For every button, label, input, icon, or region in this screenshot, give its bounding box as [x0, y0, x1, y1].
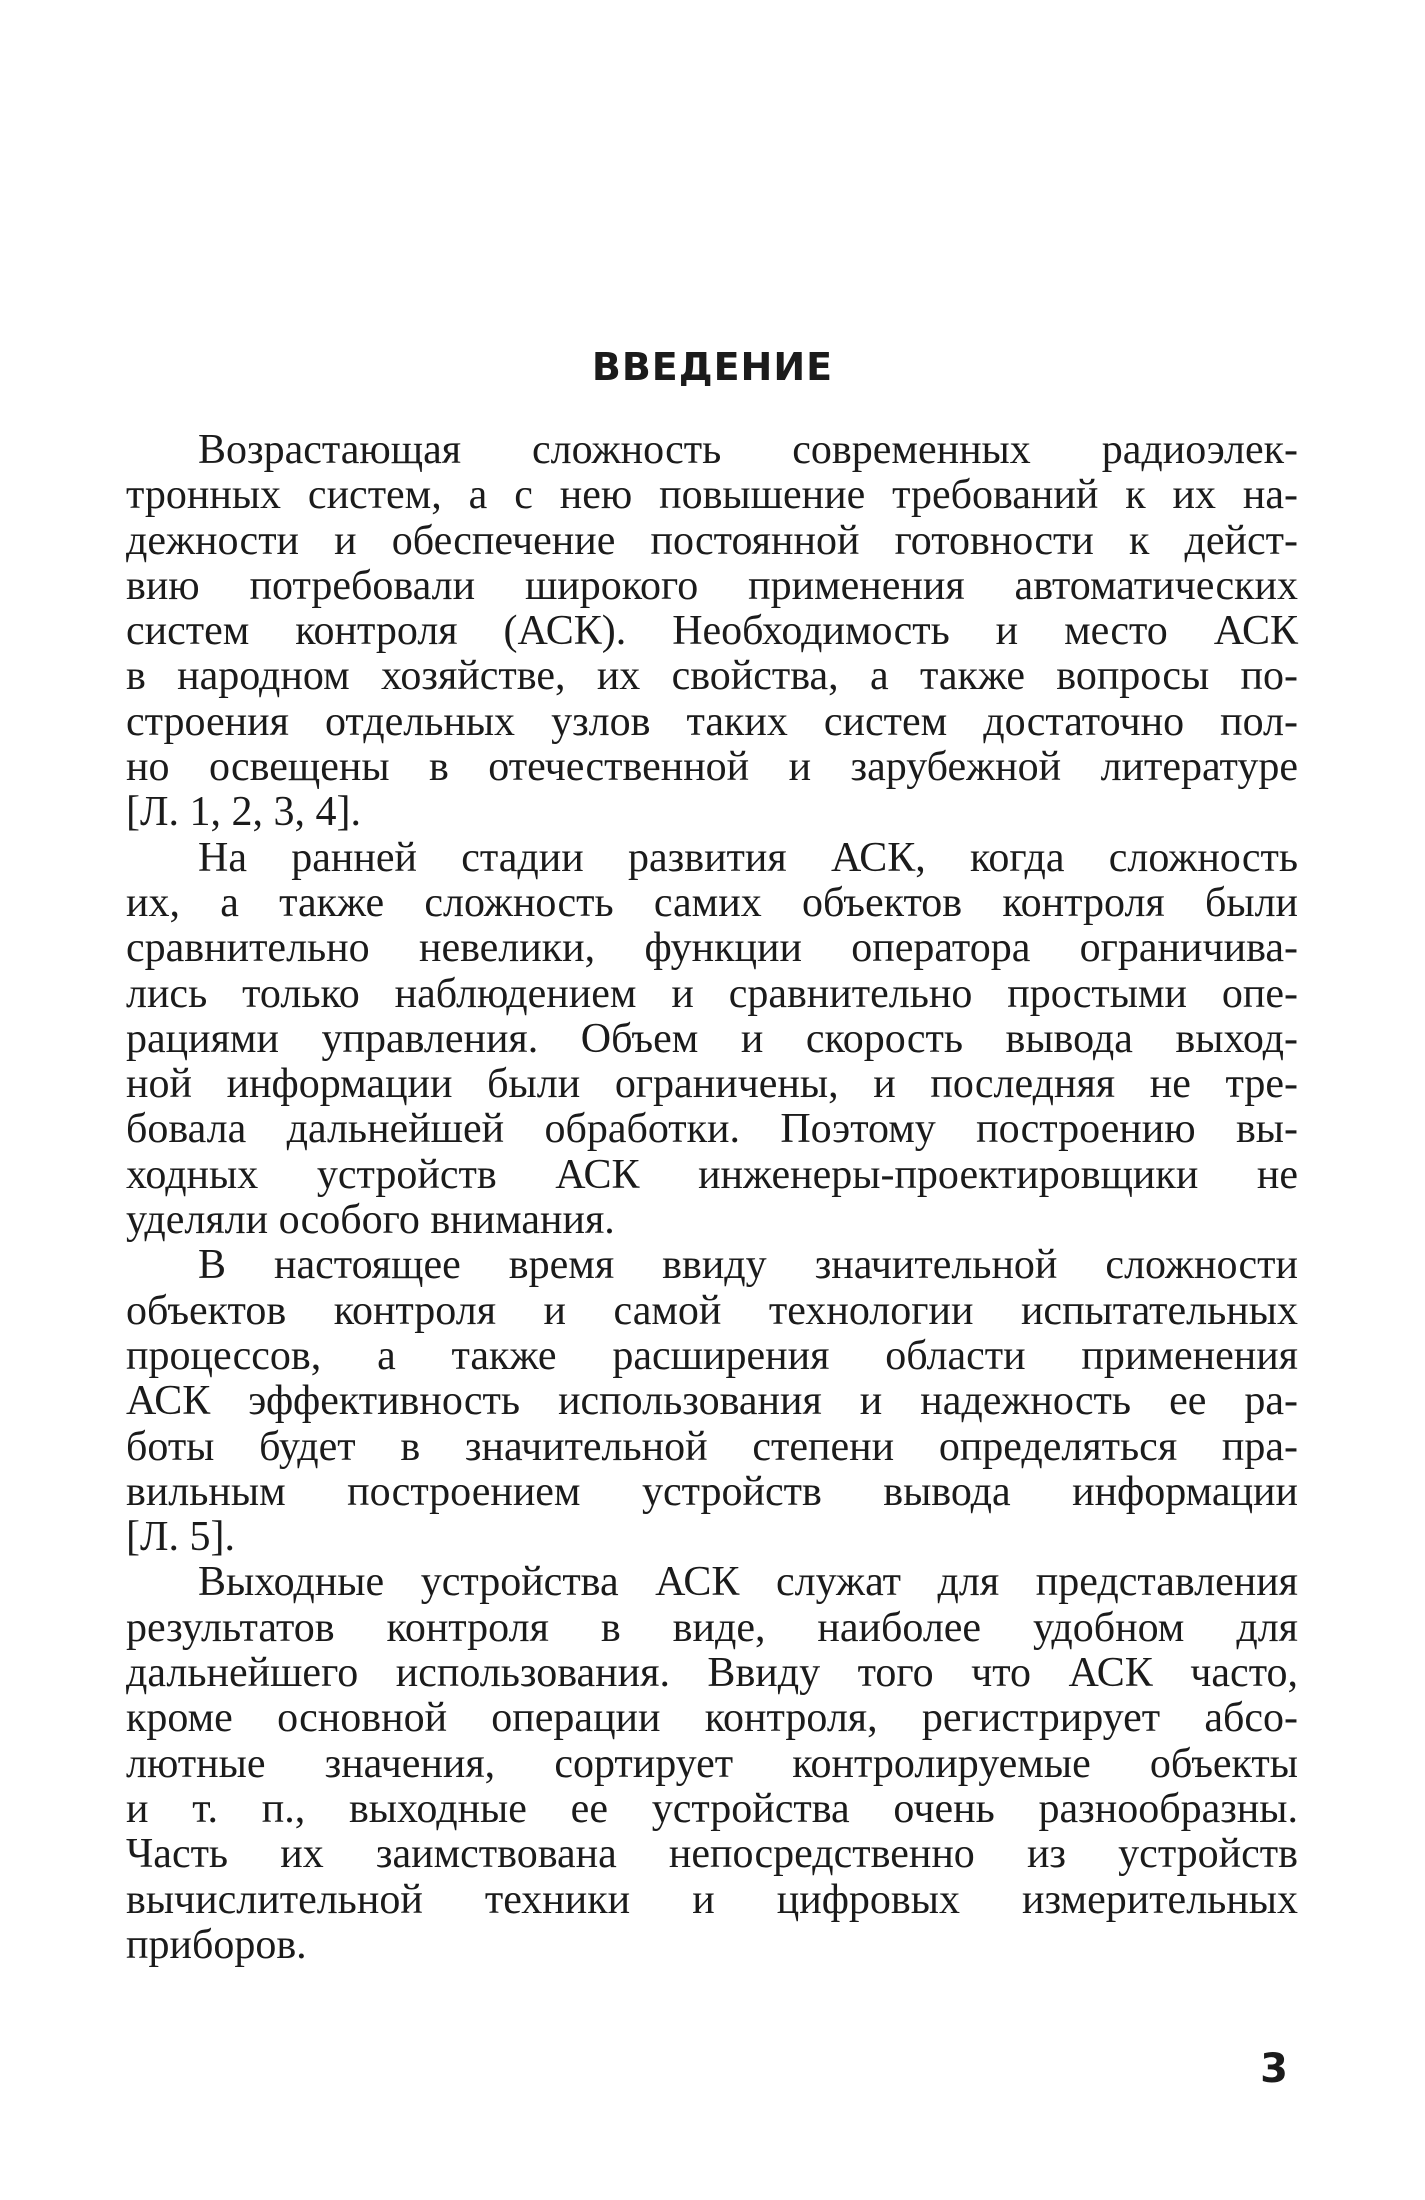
text-line: [Л. 5].: [126, 1514, 235, 1561]
text-line: боты будет в значительной степени определяться пра-: [126, 1423, 1298, 1470]
text-line: процессов, а также расширения области применения: [126, 1332, 1298, 1379]
text-line: [Л. 1, 2, 3, 4].: [126, 789, 361, 836]
text-line: Выходные устройства АСК служат для представления: [198, 1559, 1298, 1606]
text-line: вильным построением устройств вывода информации: [126, 1468, 1298, 1515]
text-line: бовала дальнейшей обработки. Поэтому построению вы-: [126, 1106, 1298, 1153]
text-line: лютные значения, сортирует контролируемые объекты: [126, 1740, 1298, 1787]
text-line: вычислительной техники и цифровых измерительных: [126, 1876, 1298, 1923]
text-line: строения отдельных узлов таких систем достаточно пол-: [126, 698, 1298, 745]
text-line: систем контроля (АСК). Необходимость и место АСК: [126, 608, 1298, 655]
text-line: сравнительно невелики, функции оператора ограничива-: [126, 925, 1298, 972]
text-line: На ранней стадии развития АСК, когда сложность: [198, 834, 1298, 881]
text-line: их, а также сложность самих объектов контроля были: [126, 879, 1298, 926]
text-line: Часть их заимствована непосредственно из устройств: [126, 1831, 1298, 1878]
body-text: [126, 428, 1298, 1968]
text-line: уделяли особого внимания.: [126, 1197, 615, 1244]
text-line: Возрастающая сложность современных радиоэлек-: [198, 427, 1298, 473]
text-line: но освещены в отечественной и зарубежной литературе: [126, 744, 1298, 791]
text-line: и т. п., выходные ее устройства очень разнообразны.: [126, 1785, 1298, 1832]
text-line: дальнейшего использования. Ввиду того что АСК часто,: [126, 1650, 1298, 1697]
text-line: рациями управления. Объем и скорость вывода выход-: [126, 1015, 1298, 1062]
text-line: дежности и обеспечение постоянной готовности к дейст-: [126, 517, 1298, 564]
text-line: вию потребовали широкого применения автоматических: [126, 562, 1298, 609]
page-number: 3: [1260, 2046, 1288, 2092]
text-line: объектов контроля и самой технологии испытательных: [126, 1287, 1298, 1334]
text-line: тронных систем, а с нею повышение требований к их на-: [126, 472, 1298, 519]
text-line: кроме основной операции контроля, регистрирует абсо-: [126, 1695, 1298, 1742]
chapter-heading: ВВЕДЕНИЕ: [591, 345, 834, 389]
text-line: результатов контроля в виде, наиболее удобном для: [126, 1604, 1298, 1651]
text-line: В настоящее время ввиду значительной сложности: [198, 1242, 1298, 1289]
text-line: ной информации были ограничены, и последняя не тре-: [126, 1061, 1298, 1108]
text-line: приборов.: [126, 1921, 307, 1968]
text-line: АСК эффективность использования и надежность ее ра-: [126, 1378, 1298, 1425]
text-line: в народном хозяйстве, их свойства, а также вопросы по-: [126, 653, 1298, 700]
text-line: лись только наблюдением и сравнительно простыми опе-: [126, 970, 1298, 1017]
text-line: ходных устройств АСК инженеры-проектировщики не: [126, 1151, 1298, 1198]
